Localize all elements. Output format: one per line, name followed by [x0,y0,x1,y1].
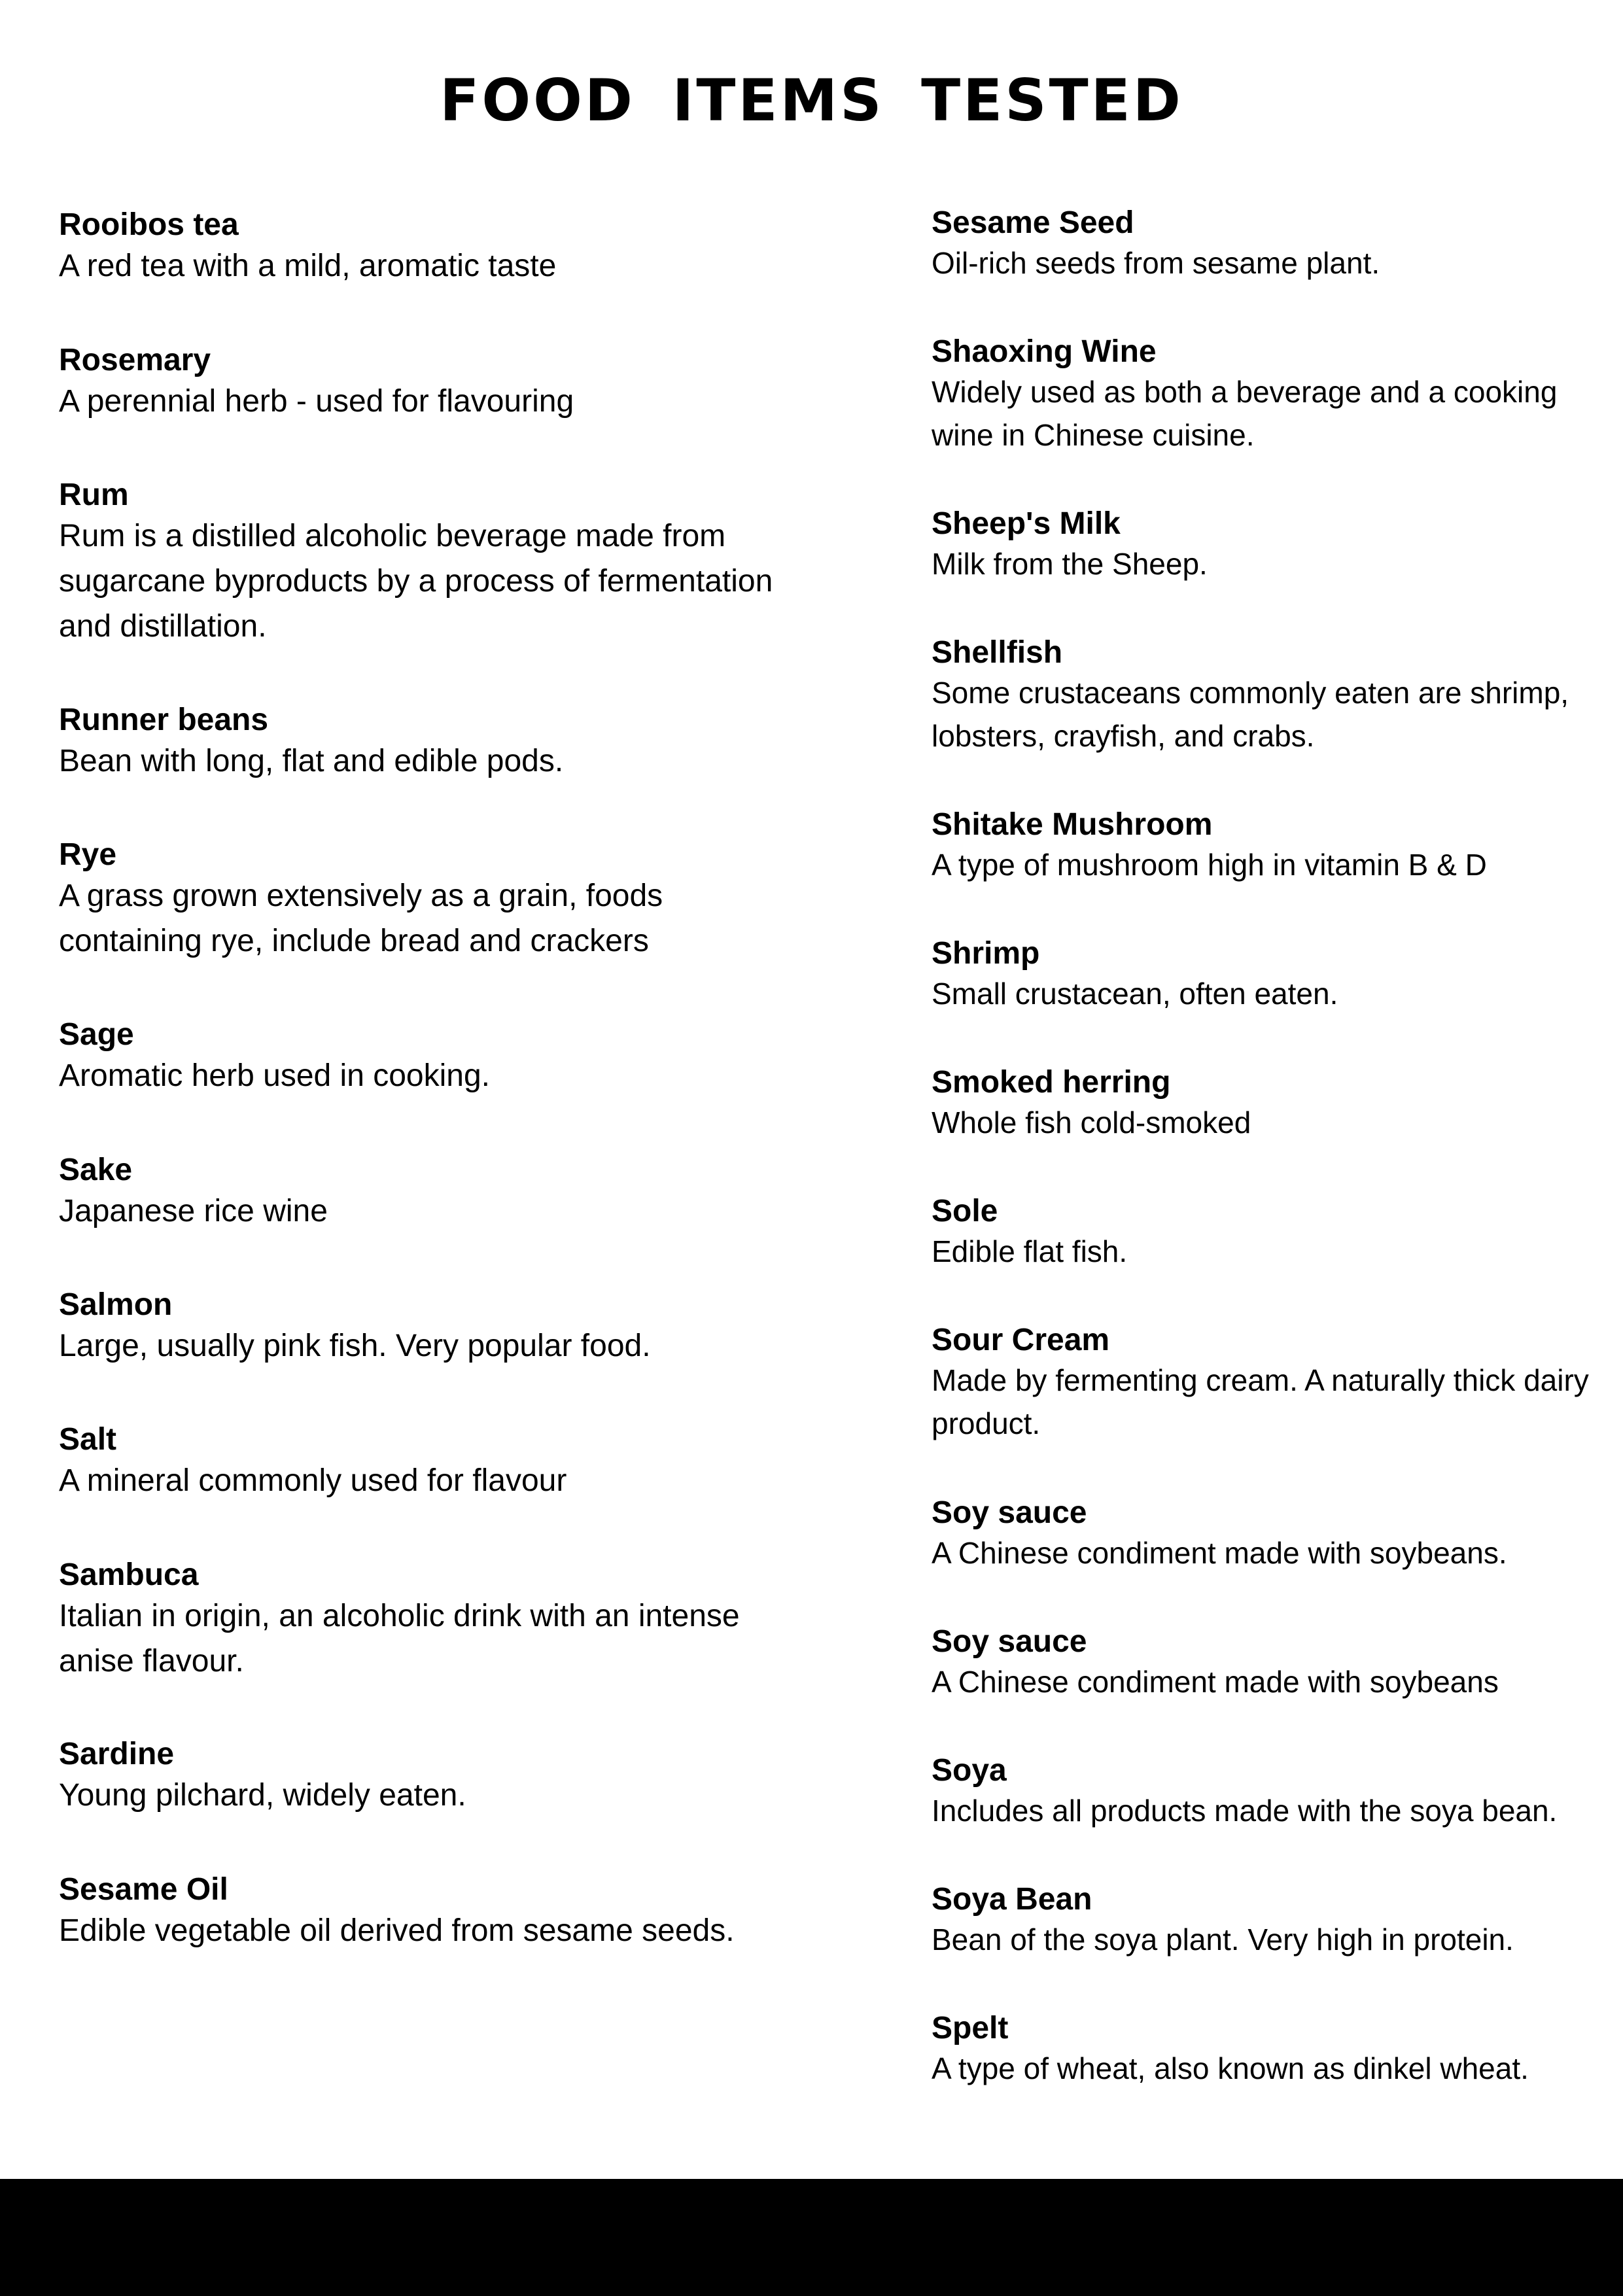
item-description: A Chinese condiment made with soybeans. [932,1536,1507,1570]
list-item [59,1017,778,1098]
item-description: A Chinese condiment made with soybeans [932,1665,1499,1699]
list-item [932,1752,1618,1832]
item-description: Whole fish cold-smoked [932,1105,1251,1139]
list-item [932,2010,1618,2090]
item-name: Sour Cream [932,1323,1110,1357]
item-name: Sesame Seed [932,205,1134,240]
list-item [932,1881,1618,1961]
item-description: A grass grown extensively as a grain, foods containing rye, include bread and crackers [59,878,663,958]
item-name: Shitake Mushroom [932,807,1213,842]
item-name: Spelt [932,2011,1009,2045]
list-item [932,205,1618,285]
list-item [932,1064,1618,1144]
item-name: Sole [932,1194,998,1228]
item-description: A type of mushroom high in vitamin B & D [932,848,1487,882]
page-title: FOOD ITEMS TESTED [440,67,1183,134]
item-description: Large, usually pink fish. Very popular food. [59,1329,651,1363]
item-description: Widely used as both a beverage and a cooking wine in Chinese cuisine. [932,375,1558,452]
item-description: Rum is a distilled alcoholic beverage made from sugarcane byproducts by a process of fermentation and distillation. [59,519,773,644]
item-description: Aromatic herb used in cooking. [59,1058,491,1093]
item-name: Rum [59,478,129,512]
item-description: Milk from the Sheep. [932,547,1208,581]
list-item [59,1287,778,1368]
item-description: Includes all products made with the soya bean. [932,1794,1558,1828]
item-description: Italian in origin, an alcoholic drink with an intense anise flavour. [59,1599,740,1679]
item-description: Oil-rich seeds from sesame plant. [932,246,1380,280]
list-item [932,635,1618,757]
item-description: Bean of the soya plant. Very high in protein. [932,1922,1514,1957]
list-item [59,1557,778,1684]
item-name: Shaoxing Wine [932,334,1157,369]
list-item [932,506,1618,585]
item-description: A red tea with a mild, aromatic taste [59,249,557,283]
list-item [932,1624,1618,1703]
list-item [59,837,778,964]
item-name: Shellfish [932,635,1063,670]
item-description: Small crustacean, often eaten. [932,977,1338,1011]
list-item [59,1421,778,1503]
list-item [932,1193,1618,1273]
item-name: Sardine [59,1737,175,1771]
item-name: Soy sauce [932,1495,1087,1530]
item-name: Sambuca [59,1557,199,1592]
item-name: Runner beans [59,703,269,737]
footer-bar [0,2179,1623,2296]
item-description: Edible flat fish. [932,1234,1128,1268]
item-name: Shrimp [932,936,1040,971]
item-name: Smoked herring [932,1065,1171,1100]
item-name: Salmon [59,1287,173,1322]
list-item [59,1152,778,1234]
list-item [59,477,778,649]
item-description: A perennial herb - used for flavouring [59,384,574,419]
item-description: A mineral commonly used for flavour [59,1463,567,1498]
item-name: Soya [932,1753,1007,1788]
list-item [59,342,778,424]
list-item [932,1495,1618,1574]
list-item [59,1871,778,1953]
list-item [59,702,778,784]
item-name: Salt [59,1422,117,1457]
item-description: Edible vegetable oil derived from sesame seeds. [59,1913,735,1948]
item-description: Some crustaceans commonly eaten are shrimp, lobsters, crayfish, and crabs. [932,676,1569,753]
item-description: Bean with long, flat and edible pods. [59,744,564,778]
item-name: Soya Bean [932,1882,1092,1917]
item-name: Rooibos tea [59,207,239,242]
list-item [932,807,1618,886]
item-name: Rosemary [59,343,211,377]
item-name: Sheep's Milk [932,506,1121,541]
item-description: Young pilchard, widely eaten. [59,1778,466,1813]
item-name: Rye [59,837,117,872]
list-item [59,207,778,288]
item-name: Sesame Oil [59,1872,228,1907]
item-name: Soy sauce [932,1624,1087,1659]
item-name: Sage [59,1017,134,1052]
item-description: A type of wheat, also known as dinkel wheat. [932,2051,1529,2085]
list-item [932,1322,1618,1445]
item-name: Sake [59,1153,133,1187]
list-item [932,935,1618,1015]
list-item [59,1736,778,1818]
item-description: Japanese rice wine [59,1194,328,1228]
item-description: Made by fermenting cream. A naturally thick dairy product. [932,1363,1589,1440]
list-item [932,334,1618,457]
